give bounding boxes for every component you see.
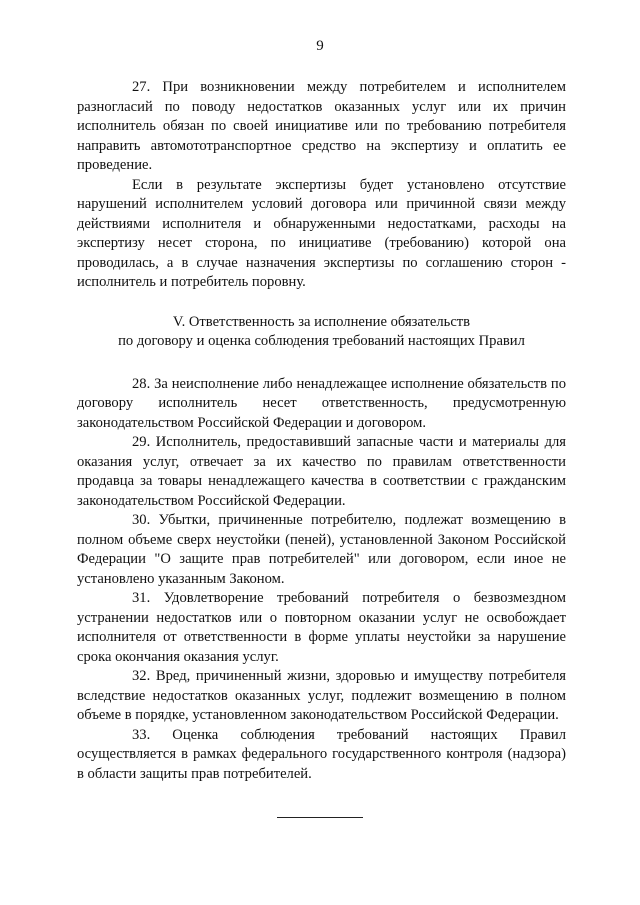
- paragraph-28: 28. За неисполнение либо ненадлежащее исполнение обязательств по договору исполнитель несет ответственность, предусмотренную законодательством Российской Федерации и договором.: [77, 375, 566, 431]
- paragraph-33: 33. Оценка соблюдения требований настоящих Правил осуществляется в рамках федерального государственного контроля (надзора) в области защиты прав потребителей.: [77, 726, 566, 782]
- section-heading-line-2: по договору и оценка соблюдения требований настоящих Правил: [118, 333, 525, 349]
- paragraph-31: 31. Удовлетворение требований потребителя о безвозмездном устранении недостатков или о повторном оказании услуг не освобождает исполнителя от ответственности в форме уплаты неустойки за нарушение срока окончания оказания услуг.: [77, 590, 566, 665]
- paragraph-32: 32. Вред, причиненный жизни, здоровью и имуществу потребителя вследствие недостатков оказанных услуг, подлежит возмещению в полном объеме в порядке, установленном законодательством Российской Федерации.: [77, 668, 566, 723]
- section-heading-line-1: V. Ответственность за исполнение обязательств: [172, 313, 471, 330]
- paragraph-29: 29. Исполнитель, предоставивший запасные части и материалы для оказания услуг, отвечает за их качество по правилам ответственности продавца за товары ненадлежащего качества в соответствии с гражданским законодательством Российской Федерации.: [77, 434, 566, 509]
- paragraph-30: 30. Убытки, причиненные потребителю, подлежат возмещению в полном объеме сверх неустойки (пеней), установленной Законом Российской Федерации "О защите прав потребителей" или договором, если иное не установлено указанным Законом.: [77, 512, 566, 587]
- document-body: [77, 78, 566, 784]
- paragraph-27-expertise: Если в результате экспертизы будет установлено отсутствие нарушений исполнителем условий договора или причинной связи между действиями исполнителя и обнаруженными недостатками, расходы на экспертизу несет сторона, по инициативе (требованию) которой она проводилась, а в случае назначения экспертизы по соглашению сторон - исполнитель и потребитель поровну.: [77, 176, 566, 290]
- end-divider: [277, 817, 363, 818]
- paragraph-27: 27. При возникновении между потребителем и исполнителем разногласий по поводу недостатков оказанных услуг или их причин исполнитель обязан по своей инициативе или по требованию потребителя направить автомототранспортное средство на экспертизу и оплатить ее проведение.: [77, 79, 566, 173]
- page-number: 9: [316, 38, 324, 54]
- section-heading: [77, 313, 566, 352]
